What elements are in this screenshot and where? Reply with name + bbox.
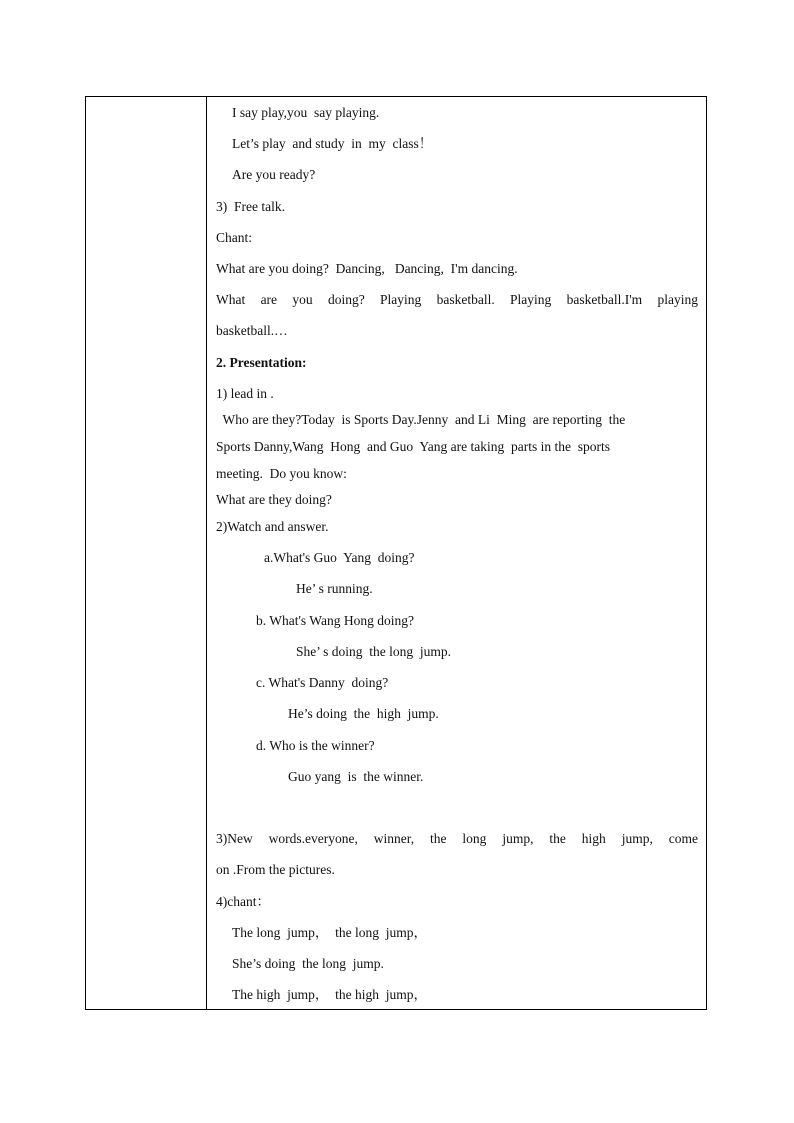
free-talk-heading: 3) Free talk. <box>216 199 285 214</box>
question-b: b. What's Wang Hong doing? <box>256 613 414 628</box>
chant2-line-2: She’s doing the long jump. <box>232 956 384 971</box>
new-words-line-2: on .From the pictures. <box>216 862 335 877</box>
chant-line-dancing: What are you doing? Dancing, Dancing, I'm dancing. <box>216 261 518 276</box>
answer-d: Guo yang is the winner. <box>288 769 424 784</box>
warmup-line-ready: Are you ready? <box>232 167 316 182</box>
question-d: d. Who is the winner? <box>256 738 375 753</box>
presentation-heading: 2. Presentation: <box>216 355 307 370</box>
content-cell <box>207 97 706 1009</box>
lead-in-label: 1) lead in . <box>216 386 274 401</box>
warmup-line-say: I say play,you say playing. <box>232 105 380 120</box>
chant2-heading: 4)chant： <box>216 894 270 909</box>
chant2-line-1: The long jump， the long jump， <box>232 925 427 940</box>
chant-line-basketball: What are you doing? Playing basketball. Playing basketball.I'm playing <box>216 292 698 307</box>
question-a: a.What's Guo Yang doing? <box>264 550 415 565</box>
answer-a: He’ s running. <box>296 581 373 596</box>
lead-in-text-3: meeting. Do you know: <box>216 466 347 481</box>
lead-in-text-1: Who are they?Today is Sports Day.Jenny and Li Ming are reporting the <box>216 412 626 427</box>
answer-b: She’ s doing the long jump. <box>296 644 451 659</box>
left-column-cell <box>86 97 207 1009</box>
chant-line-basketball-cont: basketball.… <box>216 323 288 338</box>
lead-in-text-2: Sports Danny,Wang Hong and Guo Yang are taking parts in the sports <box>216 439 610 454</box>
lead-in-text-4: What are they doing? <box>216 492 332 507</box>
question-c: c. What's Danny doing? <box>256 675 389 690</box>
new-words-line-1: 3)New words.everyone, winner, the long jump, the high jump, come <box>216 831 698 846</box>
lesson-plan-table <box>85 96 707 1010</box>
chant2-line-3: The high jump， the high jump， <box>232 987 427 1002</box>
answer-c: He’s doing the high jump. <box>288 706 439 721</box>
watch-and-answer: 2)Watch and answer. <box>216 519 329 534</box>
warmup-line-lets: Let’s play and study in my class！ <box>232 136 433 151</box>
chant-label: Chant: <box>216 230 252 245</box>
